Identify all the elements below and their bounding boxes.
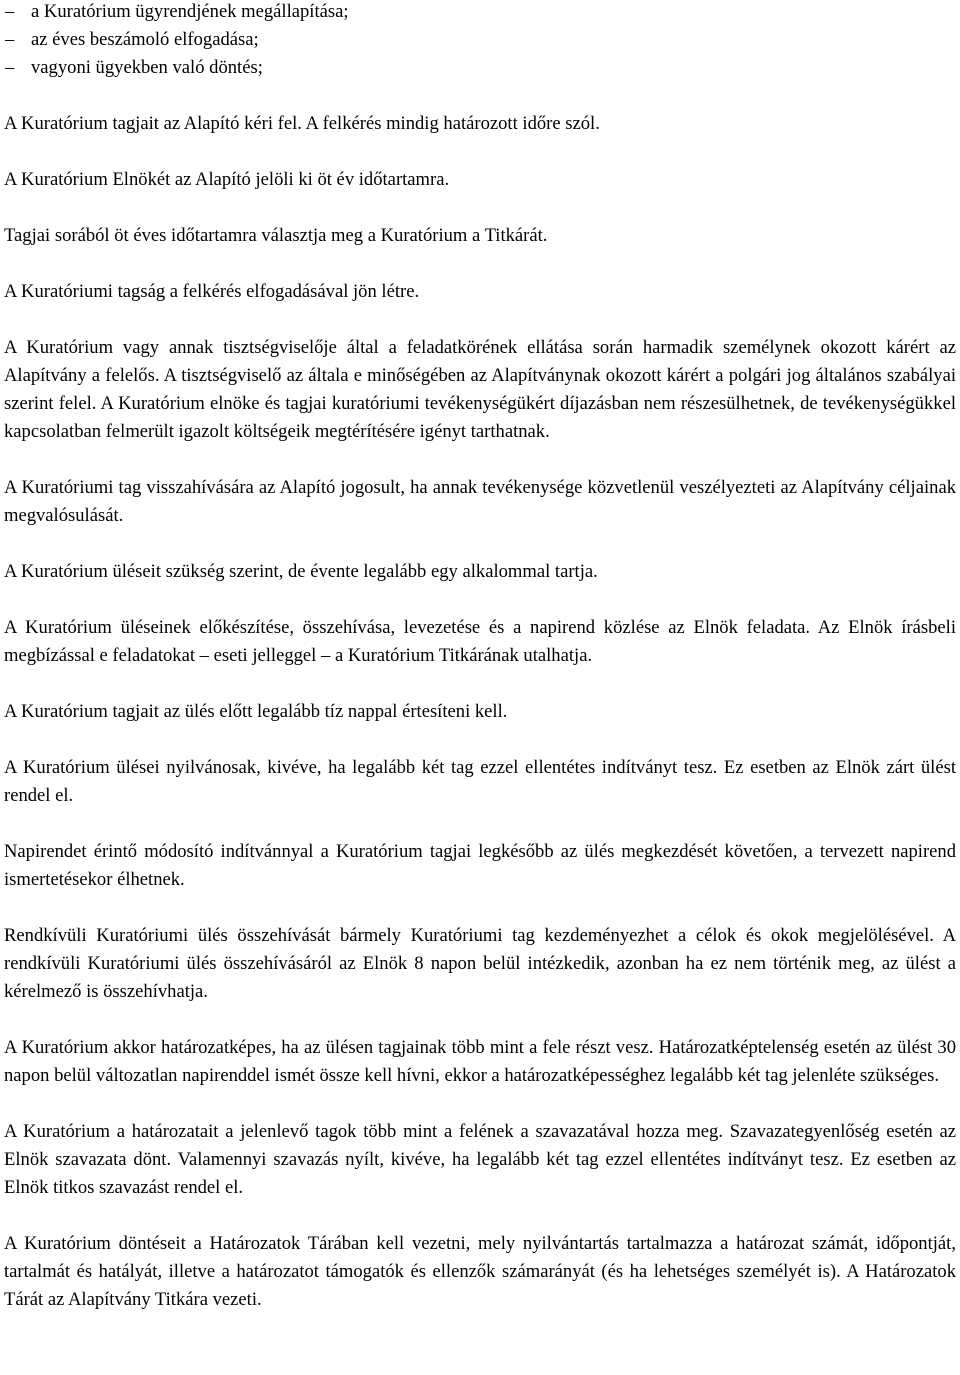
dash-bullet: –: [5, 29, 15, 50]
paragraph: A Kuratórium üléseit szükség szerint, de évente legalább egy alkalommal tartja.: [4, 561, 598, 582]
list-item: [4, 0, 956, 26]
paragraph: A Kuratóriumi tag visszahívására az Alapító jogosult, ha annak tevékenysége közvetlenül veszélyezteti az Alapítvány céljainak megvalósulását.: [4, 477, 956, 526]
paragraph: A Kuratórium tagjait az Alapító kéri fel. A felkérés mindig határozott időre szól.: [4, 113, 600, 134]
paragraph: Tagjai sorából öt éves időtartamra választja meg a Kuratórium a Titkárát.: [4, 225, 548, 246]
document-page: [4, 0, 956, 1314]
paragraph: A Kuratórium ülései nyilvánosak, kivéve, ha legalább két tag ezzel ellentétes indítványt tesz. Ez esetben az Elnök zárt ülést rendel el.: [4, 757, 956, 806]
paragraph: Napirendet érintő módosító indítvánnyal a Kuratórium tagjai legkésőbb az ülés megkezdését követően, a tervezett napirend ismertetésekor élhetnek.: [4, 841, 956, 890]
paragraph: A Kuratórium akkor határozatképes, ha az ülésen tagjainak több mint a fele részt vesz. Határozatképtelenség esetén az ülést 30 napon belül változatlan napirenddel ismét össze kell hívni, ekkor a határozatképességhez legalább két tag jelenléte szükséges.: [4, 1037, 956, 1086]
paragraph: A Kuratórium a határozatait a jelenlevő tagok több mint a felének a szavazatával hozza meg. Szavazategyenlőség esetén az Elnök szavazata dönt. Valamennyi szavazás nyílt, kivéve, ha legalább két tag ezzel ellentétes indítványt tesz. Ez esetben az Elnök titkos szavazást rendel el.: [4, 1121, 956, 1198]
dash-bullet: –: [5, 1, 15, 22]
bullet-list: [4, 0, 956, 82]
list-item-text: a Kuratórium ügyrendjének megállapítása;: [31, 1, 349, 22]
paragraph: A Kuratórium üléseinek előkészítése, összehívása, levezetése és a napirend közlése az Elnök feladata. Az Elnök írásbeli megbízással e feladatokat – eseti jelleggel – a Kuratórium Titkárának utalhatja.: [4, 617, 956, 666]
dash-bullet: –: [5, 57, 15, 78]
paragraph: Rendkívüli Kuratóriumi ülés összehívását bármely Kuratóriumi tag kezdeményezhet a célok és okok megjelölésével. A rendkívüli Kuratóriumi ülés összehívásáról az Elnök 8 napon belül intézkedik, azonban ha ez nem történik meg, az ülést a kérelmező is összehívhatja.: [4, 925, 956, 1002]
paragraph: A Kuratórium Elnökét az Alapító jelöli ki öt év időtartamra.: [4, 169, 450, 190]
list-item: [4, 54, 956, 82]
paragraph: A Kuratórium döntéseit a Határozatok Tárában kell vezetni, mely nyilvántartás tartalmazza a határozat számát, időpontját, tartalmát és hatályát, illetve a határozatot támogatók és ellenzők számarányát (és ha lehetséges személyét is). A Határozatok Tárát az Alapítvány Titkára vezeti.: [4, 1233, 956, 1310]
list-item: [4, 26, 956, 54]
list-item-text: vagyoni ügyekben való döntés;: [31, 57, 263, 78]
paragraph: A Kuratórium tagjait az ülés előtt legalább tíz nappal értesíteni kell.: [4, 701, 508, 722]
paragraph: A Kuratóriumi tagság a felkérés elfogadásával jön létre.: [4, 281, 420, 302]
paragraph: A Kuratórium vagy annak tisztségviselője által a feladatkörének ellátása során harmadik személynek okozott kárért az Alapítvány a felelős. A tisztségviselő az általa e minőségében az Alapítványnak okozott kárért a polgári jog általános szabályai szerint felel. A Kuratórium elnöke és tagjai kuratóriumi tevékenységükért díjazásban nem részesülhetnek, de tevékenységükkel kapcsolatban felmerült igazolt költségeik megtérítésére igényt tarthatnak.: [4, 337, 956, 442]
list-item-text: az éves beszámoló elfogadása;: [31, 29, 259, 50]
